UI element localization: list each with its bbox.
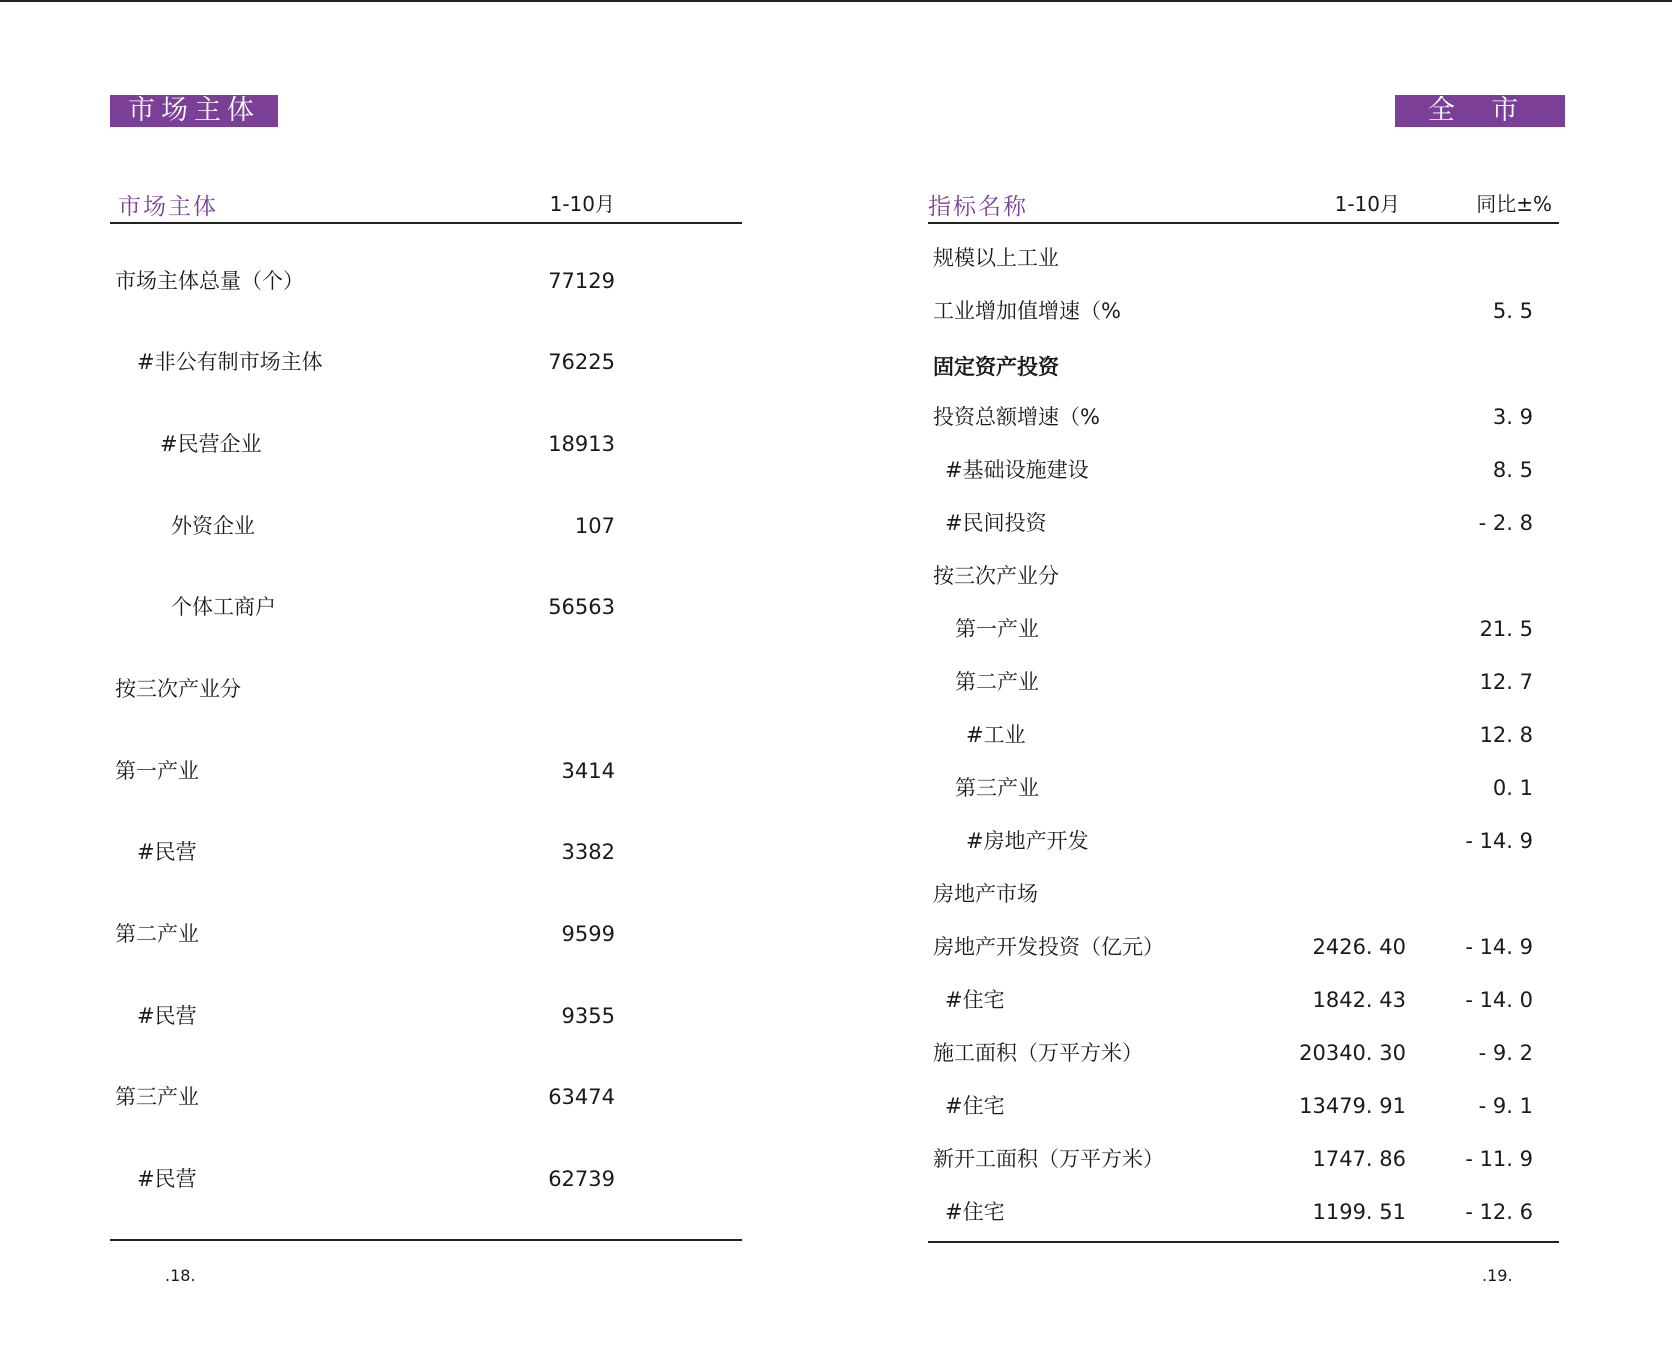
table-row xyxy=(933,985,1533,1015)
row-label: #基础设施建设 xyxy=(945,458,1089,482)
row-label: #住宅 xyxy=(945,1094,1005,1118)
row-value: 13479. 91 xyxy=(1299,1094,1406,1118)
row-label: 投资总额增速（% xyxy=(933,405,1100,429)
row-value: 63474 xyxy=(548,1085,615,1109)
left-header-period: 1-10月 xyxy=(549,192,615,216)
row-label: #住宅 xyxy=(945,988,1005,1012)
table-row xyxy=(115,1164,615,1194)
row-label: 第一产业 xyxy=(955,617,1039,641)
row-label: 第三产业 xyxy=(115,1085,199,1109)
left-section-badge: 市场主体 xyxy=(110,95,278,127)
right-footer-rule xyxy=(928,1241,1559,1243)
left-header-rule xyxy=(110,222,742,224)
row-yoy: 21. 5 xyxy=(1479,617,1533,641)
row-value: 76225 xyxy=(548,350,615,374)
table-row xyxy=(933,667,1533,697)
left-page-number: .18. xyxy=(165,1266,196,1285)
row-label: #工业 xyxy=(966,723,1026,747)
row-yoy: - 14. 0 xyxy=(1465,988,1533,1012)
table-row xyxy=(933,932,1533,962)
right-header-name: 指标名称 xyxy=(928,194,1028,220)
table-row xyxy=(115,919,615,949)
row-yoy: - 9. 1 xyxy=(1478,1094,1533,1118)
row-label: 房地产开发投资（亿元） xyxy=(933,935,1164,959)
table-row xyxy=(933,720,1533,750)
table-row xyxy=(933,243,1533,273)
row-value: 3382 xyxy=(561,840,615,864)
row-label: 第三产业 xyxy=(955,776,1039,800)
table-row xyxy=(933,1144,1533,1174)
left-footer-rule xyxy=(110,1239,742,1241)
row-yoy: 8. 5 xyxy=(1492,458,1533,482)
row-label: 市场主体总量（个） xyxy=(115,269,304,293)
row-yoy: - 9. 2 xyxy=(1478,1041,1533,1065)
table-row xyxy=(933,1197,1533,1227)
row-label: #房地产开发 xyxy=(966,829,1089,853)
row-yoy: - 14. 9 xyxy=(1465,935,1533,959)
row-yoy: 12. 8 xyxy=(1479,723,1533,747)
row-label: 第一产业 xyxy=(115,759,199,783)
table-row xyxy=(115,837,615,867)
right-page-number: .19. xyxy=(1482,1266,1513,1285)
table-row xyxy=(115,1082,615,1112)
row-yoy: - 2. 8 xyxy=(1478,511,1533,535)
row-label: #民营 xyxy=(137,840,197,864)
table-row xyxy=(933,879,1533,909)
row-value: 20340. 30 xyxy=(1299,1041,1406,1065)
row-value: 1842. 43 xyxy=(1312,988,1406,1012)
row-yoy: 3. 9 xyxy=(1492,405,1533,429)
row-value: 107 xyxy=(574,514,615,538)
row-label: 新开工面积（万平方米） xyxy=(933,1147,1164,1171)
row-value: 9355 xyxy=(561,1004,615,1028)
row-value: 1199. 51 xyxy=(1312,1200,1406,1224)
table-row xyxy=(933,402,1533,432)
row-value: 9599 xyxy=(561,922,615,946)
table-row xyxy=(115,347,615,377)
row-value: 56563 xyxy=(548,595,615,619)
right-header-yoy: 同比±% xyxy=(1476,192,1552,216)
row-label: 工业增加值增速（% xyxy=(933,299,1121,323)
right-header-period: 1-10月 xyxy=(1334,192,1400,216)
row-label: #民营 xyxy=(137,1167,197,1191)
right-header-rule xyxy=(928,222,1559,224)
table-row xyxy=(115,429,615,459)
table-row xyxy=(933,614,1533,644)
row-value: 2426. 40 xyxy=(1312,935,1406,959)
row-yoy: - 11. 9 xyxy=(1465,1147,1533,1171)
row-value: 1747. 86 xyxy=(1312,1147,1406,1171)
row-yoy: 12. 7 xyxy=(1479,670,1533,694)
row-value: 77129 xyxy=(548,269,615,293)
row-value: 3414 xyxy=(561,759,615,783)
row-value: 62739 xyxy=(548,1167,615,1191)
row-label: #住宅 xyxy=(945,1200,1005,1224)
table-row xyxy=(115,511,615,541)
row-label: #民营 xyxy=(137,1004,197,1028)
left-header-name: 市场主体 xyxy=(118,194,218,220)
row-yoy: 5. 5 xyxy=(1492,299,1533,323)
top-border xyxy=(0,0,1672,2)
table-row xyxy=(933,352,1533,382)
row-label: #民营企业 xyxy=(160,432,262,456)
table-row xyxy=(933,826,1533,856)
row-label: 施工面积（万平方米） xyxy=(933,1041,1143,1065)
row-label: 个体工商户 xyxy=(171,595,276,619)
row-label: 按三次产业分 xyxy=(933,564,1059,588)
row-label: 第二产业 xyxy=(115,922,199,946)
row-label: #非公有制市场主体 xyxy=(137,350,323,374)
table-row xyxy=(933,296,1533,326)
table-row xyxy=(933,773,1533,803)
row-label: 按三次产业分 xyxy=(115,677,241,701)
table-row xyxy=(115,756,615,786)
table-row xyxy=(933,1091,1533,1121)
table-row xyxy=(115,1001,615,1031)
row-label: 房地产市场 xyxy=(933,882,1038,906)
table-row xyxy=(933,561,1533,591)
row-label: 外资企业 xyxy=(171,514,255,538)
table-row xyxy=(115,592,615,622)
row-label: 固定资产投资 xyxy=(933,355,1059,379)
row-yoy: - 14. 9 xyxy=(1465,829,1533,853)
row-label: 第二产业 xyxy=(955,670,1039,694)
row-yoy: - 12. 6 xyxy=(1465,1200,1533,1224)
table-row xyxy=(115,674,615,704)
table-row xyxy=(933,455,1533,485)
row-value: 18913 xyxy=(548,432,615,456)
row-label: 规模以上工业 xyxy=(933,246,1059,270)
table-row xyxy=(933,508,1533,538)
right-section-badge: 全 市 xyxy=(1395,95,1565,127)
row-yoy: 0. 1 xyxy=(1492,776,1533,800)
table-row xyxy=(933,1038,1533,1068)
row-label: #民间投资 xyxy=(945,511,1047,535)
table-row xyxy=(115,266,615,296)
